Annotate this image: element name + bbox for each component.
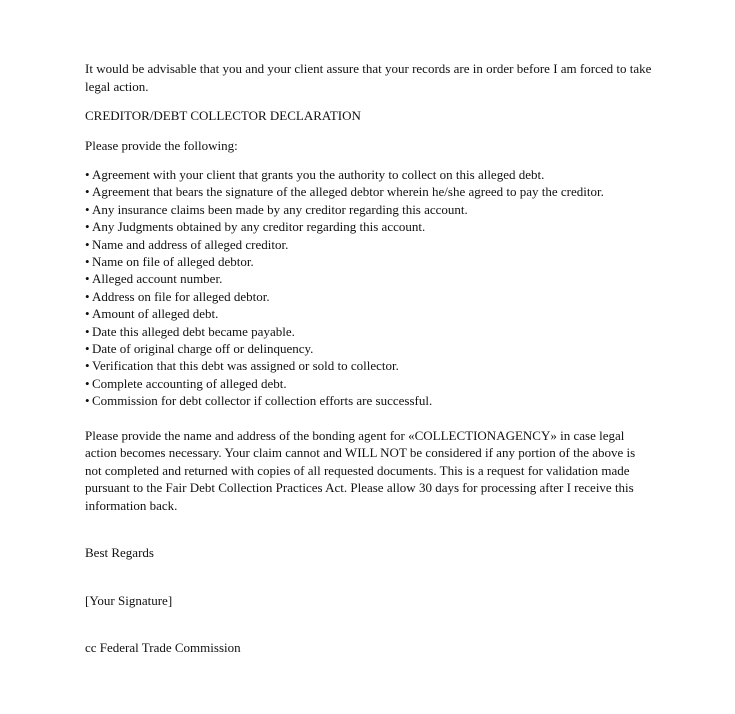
bullet-icon: • [85,393,90,409]
list-item-text: Agreement with your client that grants you the authority to collect on this alleged debt. [92,167,545,182]
bullet-icon: • [85,184,90,200]
bullet-icon: • [85,236,90,252]
list-item [85,323,655,340]
request-lead: Please provide the following: [85,137,238,153]
list-item [85,305,655,322]
closing-paragraph: Please provide the name and address of the bonding agent for «COLLECTIONAGENCY» in case legal action becomes necessary. Your claim cannot and WILL NOT be considered if any portion of the above is not completed and returned with copies of all requested documents. This is a request for validation made pursuant to the Fair Debt Collection Practices Act. Please allow 30 days for processing after I receive this information back. [85,427,636,513]
bullet-icon: • [85,254,90,270]
bullet-icon: • [85,375,90,391]
signature-placeholder: [Your Signature] [85,592,173,608]
list-item [85,218,655,235]
list-item [85,288,655,305]
list-item-text: Name and address of alleged creditor. [92,236,289,252]
list-item-text: Commission for debt collector if collection efforts are successful. [92,393,433,409]
list-item-text: Amount of alleged debt. [92,306,219,322]
bullet-icon: • [85,219,90,235]
list-item-text: Agreement that bears the signature of the alleged debtor wherein he/she agreed to pay the creditor. [92,184,604,200]
bullet-icon: • [85,271,90,287]
list-item-text: Date this alleged debt became payable. [92,323,295,339]
bullet-icon: • [85,288,90,304]
list-item-text: Any insurance claims been made by any creditor regarding this account. [92,201,468,217]
letter-page [85,60,655,657]
list-item-text: Complete accounting of alleged debt. [92,375,287,391]
list-item [85,392,655,409]
list-item [85,183,655,200]
list-item [85,340,655,357]
list-item [85,236,655,253]
bullet-icon: • [85,323,90,339]
list-item-text: Verification that this debt was assigned or sold to collector. [92,358,399,374]
list-item-text: Any Judgments obtained by any creditor regarding this account. [92,219,426,235]
bullet-icon: • [85,201,90,217]
list-item [85,375,655,392]
list-item [85,357,655,374]
bullet-icon: • [85,358,90,374]
declaration-heading: CREDITOR/DEBT COLLECTOR DECLARATION [85,108,361,123]
intro-paragraph: It would be advisable that you and your client assure that your records are in order before I am forced to take legal action. [85,61,652,94]
list-item [85,201,655,218]
list-item [85,270,655,287]
bullet-icon: • [85,306,90,322]
list-item-text: Address on file for alleged debtor. [92,288,270,304]
bullet-icon: • [85,167,90,182]
request-list [85,166,655,410]
list-item-text: Name on file of alleged debtor. [92,254,254,270]
regards-line: Best Regards [85,545,154,561]
list-item [85,166,655,183]
list-item [85,253,655,270]
list-item-text: Alleged account number. [92,271,223,287]
bullet-icon: • [85,341,90,357]
cc-line: cc Federal Trade Commission [85,640,241,656]
list-item-text: Date of original charge off or delinquency. [92,341,314,357]
